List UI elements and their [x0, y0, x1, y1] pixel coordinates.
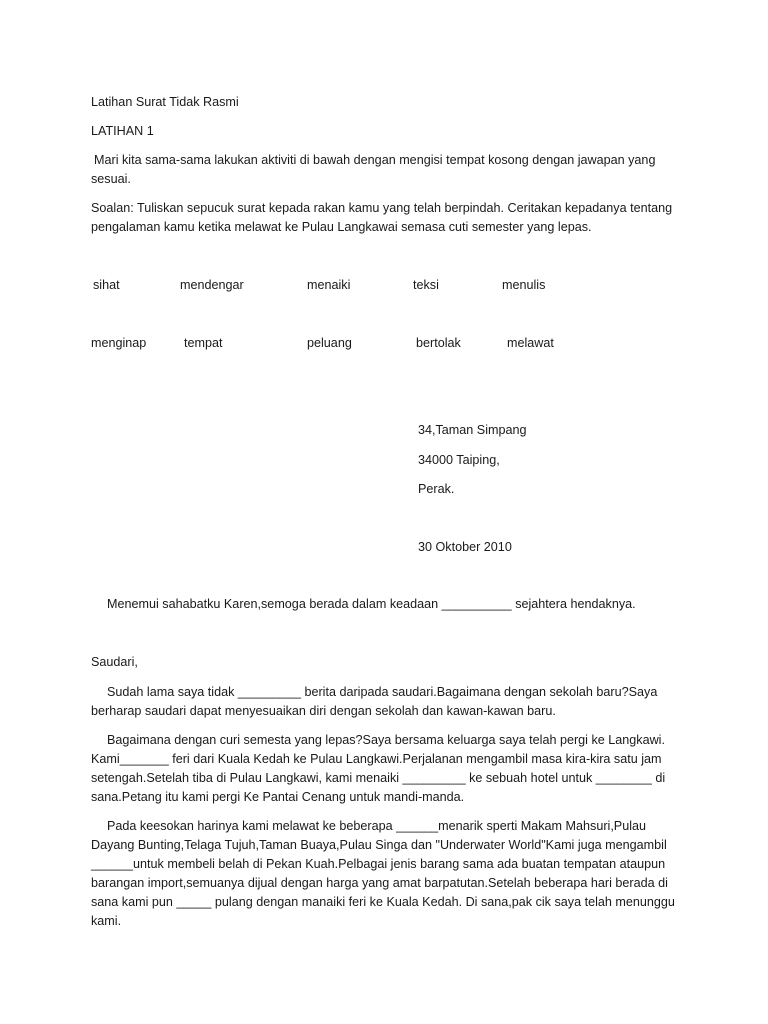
letter-paragraph: Pada keesokan harinya kami melawat ke beberapa ______menarik sperti Makam Mahsuri,Pulau Dayang Bunting,Telaga Tujuh,Taman Buaya,Pulau Singa dan "Underwater World"Kami juga mengambil ______untuk membeli belah di Pekan Kuah.Pelbagai jenis barang sama ada buatan tempatan ataupun barangan import,semuanya dijual dengan harga yang amat barpatutan.Setelah beberapa hari berada di sana kami pun _____ pulang dengan manaiki feri ke Kuala Kedah. Di sana,pak cik saya telah menunggu kami.: [91, 819, 675, 928]
address-line: 34000 Taiping,: [418, 453, 500, 467]
document-heading: Latihan Surat Tidak Rasmi: [91, 95, 239, 109]
word-bank-item: menulis: [502, 278, 546, 292]
word-bank-item: sihat: [93, 278, 120, 292]
word-bank-item: menginap: [91, 336, 147, 350]
word-bank-item: tempat: [184, 336, 223, 350]
question-text: Soalan: Tuliskan sepucuk surat kepada rakan kamu yang telah berpindah. Ceritakan kepadanya tentang pengalaman kamu ketika melawat ke Pulau Langkawai semasa cuti semester yang lepas.: [91, 201, 673, 234]
address-line: 34,Taman Simpang: [418, 423, 527, 437]
word-bank-item: teksi: [413, 278, 439, 292]
letter-paragraph: Bagaimana dengan curi semesta yang lepas?Saya bersama keluarga saya telah pergi ke Langkawi. Kami_______ feri dari Kuala Kedah ke Pulau Langkawi.Perjalanan mengambil masa kira-kira satu jam setengah.Setelah tiba di Pulau Langkawi, kami menaiki _________ ke sebuah hotel untuk ________ di sana.Petang itu kami pergi Ke Pantai Cenang untuk mandi-manda.: [91, 733, 666, 804]
exercise-label: LATIHAN 1: [91, 124, 154, 138]
instruction-text: Mari kita sama-sama lakukan aktiviti di bawah dengan mengisi tempat kosong dengan jawapan yang sesuai.: [91, 153, 656, 186]
word-bank-item: menaiki: [307, 278, 351, 292]
greeting-line: Menemui sahabatku Karen,semoga berada dalam keadaan __________ sejahtera hendaknya.: [107, 597, 636, 611]
letter-date: 30 Oktober 2010: [418, 540, 512, 554]
letter-paragraph: Sudah lama saya tidak _________ berita daripada saudari.Bagaimana dengan sekolah baru?Saya berharap saudari dapat menyesuaikan diri dengan sekolah dan kawan-kawan baru.: [91, 685, 658, 718]
word-bank-item: peluang: [307, 336, 352, 350]
salutation: Saudari,: [91, 655, 138, 669]
word-bank-item: bertolak: [416, 336, 461, 350]
word-bank-item: mendengar: [180, 278, 244, 292]
address-line: Perak.: [418, 482, 455, 496]
word-bank-item: melawat: [507, 336, 554, 350]
